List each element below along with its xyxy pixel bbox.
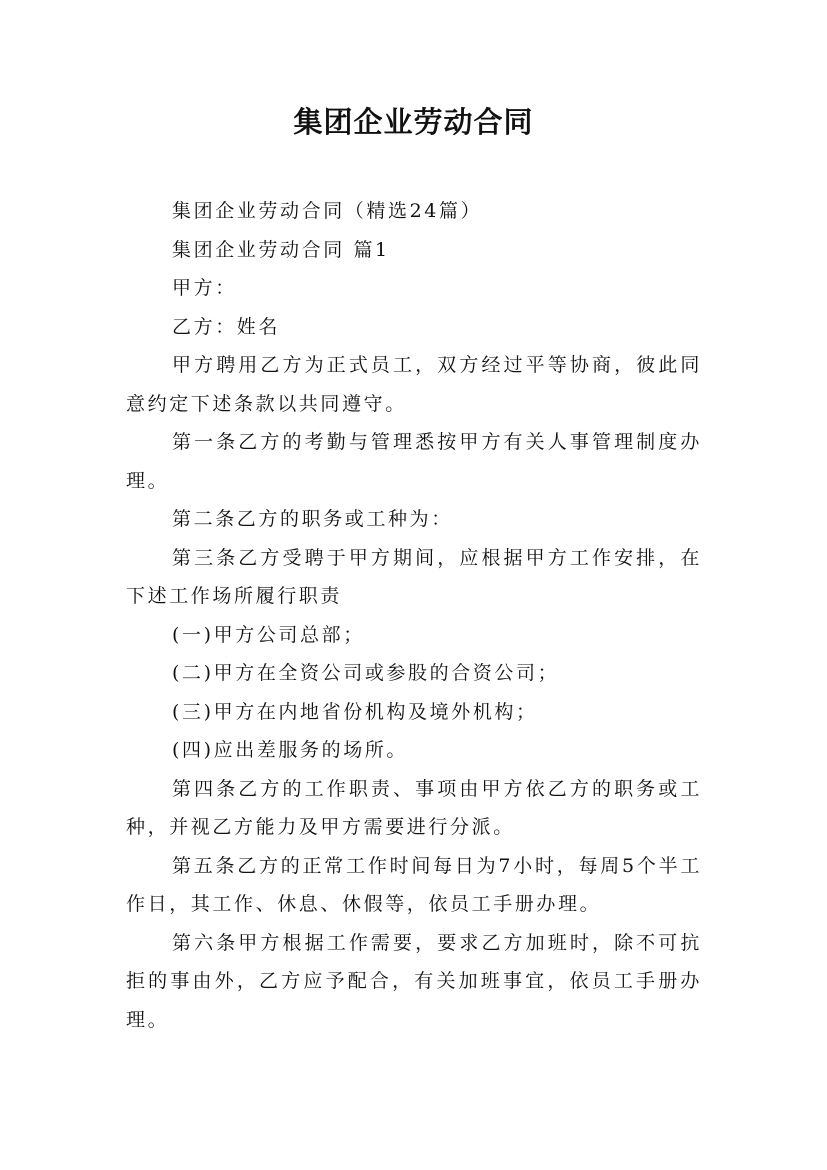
paragraph-article-5: 第五条乙方的正常工作时间每日为7小时，每周5个半工作日，其工作、休息、休假等，依员工手册办理。 — [126, 854, 702, 915]
paragraph-item-1: (一)甲方公司总部； — [172, 623, 365, 646]
paragraph-article-2: 第二条乙方的职务或工种为： — [172, 508, 453, 530]
paragraph-subtitle: 集团企业劳动合同（精选24篇） — [172, 200, 483, 222]
paragraph-party-b: 乙方：姓名 — [172, 315, 281, 338]
paragraph-article-3: 第三条乙方受聘于甲方期间，应根据甲方工作安排，在下述工作场所履行职责 — [126, 546, 702, 607]
paragraph-item-4: (四)应出差服务的场所。 — [172, 739, 409, 761]
paragraph-item-2: (二)甲方在全资公司或参股的合资公司； — [172, 662, 560, 684]
paragraph-party-a: 甲方： — [172, 277, 237, 299]
document-body — [126, 192, 702, 1039]
paragraph-article-4: 第四条乙方的工作职责、事项由甲方依乙方的职务或工种，并视乙方能力及甲方需要进行分派。 — [126, 777, 702, 838]
paragraph-article-6: 第六条甲方根据工作需要，要求乙方加班时，除不可抗拒的事由外，乙方应予配合，有关加班事宜，依员工手册办理。 — [126, 931, 702, 1031]
paragraph-preamble: 甲方聘用乙方为正式员工，双方经过平等协商，彼此同意约定下述条款以共同遵守。 — [126, 354, 702, 415]
paragraph-article-1: 第一条乙方的考勤与管理悉按甲方有关人事管理制度办理。 — [126, 431, 702, 492]
paragraph-item-3: (三)甲方在内地省份机构及境外机构； — [172, 700, 538, 723]
document-title: 集团企业劳动合同 — [293, 105, 534, 139]
paragraph-section-heading: 集团企业劳动合同 篇1 — [172, 238, 390, 261]
